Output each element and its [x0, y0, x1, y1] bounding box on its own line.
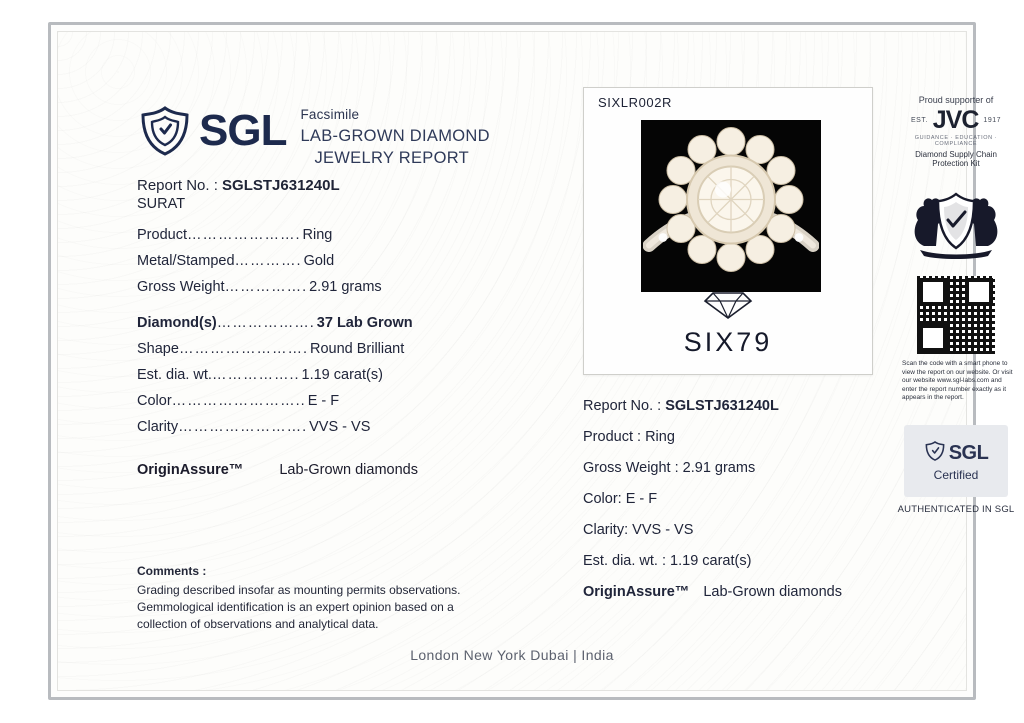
center-origin-assure-label: OriginAssure™ [583, 584, 690, 600]
center-spec-color [583, 484, 875, 515]
spec-row-product [137, 222, 557, 248]
jvc-block [896, 95, 1016, 168]
jvc-wordmark: JVC [932, 106, 979, 134]
jewelry-photo-card [583, 87, 873, 375]
spec-dots: …………. [234, 253, 302, 269]
spec-key: Color [137, 393, 172, 409]
center-column [583, 87, 875, 608]
center-origin-assure-row [583, 577, 875, 608]
center-spec-est-dia-wt [583, 546, 875, 577]
sgl-certified-badge [904, 425, 1008, 497]
center-spec-product [583, 422, 875, 453]
spec-dots: …………………. [186, 227, 301, 243]
photo-style-code: SIXLR002R [598, 95, 673, 110]
center-spec-value: VVS - VS [632, 522, 694, 538]
ring-illustration [643, 120, 819, 292]
report-number-value: SGLSTJ631240L [222, 177, 340, 194]
spec-row-diamonds [137, 310, 557, 336]
spec-row-clarity [137, 414, 557, 440]
spec-dots: …………….. [211, 367, 300, 383]
report-title-block [300, 103, 489, 169]
center-spec-label: Report No. : [583, 398, 666, 414]
certificate-frame [48, 22, 1015, 700]
center-spec-value: Ring [645, 429, 675, 445]
spec-row-color [137, 388, 557, 414]
report-type-title [300, 125, 489, 169]
sgl-logo [137, 103, 286, 159]
spec-value: E - F [307, 393, 340, 409]
ring-photograph [641, 120, 821, 292]
diamond-icon [584, 290, 872, 325]
qr-code[interactable] [896, 276, 1016, 354]
center-spec-label: Product : [583, 429, 646, 445]
center-spec-label: Clarity: [583, 522, 633, 538]
spec-value: Round Brilliant [309, 341, 405, 357]
spec-key: Gross Weight [137, 279, 225, 295]
jvc-proud-supporter-text: Proud supporter of [918, 95, 994, 105]
center-origin-assure-value: Lab-Grown diamonds [703, 584, 842, 600]
brand-mark [584, 290, 872, 358]
spec-value: 2.91 grams [309, 279, 382, 295]
spec-row-shape [137, 336, 557, 362]
spec-value: 37 Lab Grown [316, 315, 413, 331]
report-title-line2: JEWELRY REPORT [314, 149, 470, 167]
center-spec-value: 1.19 carat(s) [670, 553, 752, 569]
comments-line-3: collection of observations and analytical data. [137, 617, 379, 631]
comments-line-2: Gemmological identification is an expert opinion based on a [137, 600, 454, 614]
spec-dots: ……………………. [178, 419, 308, 435]
spec-value: Ring [302, 227, 333, 243]
center-spec-label: Gross Weight : [583, 460, 683, 476]
report-city: SURAT [137, 196, 186, 212]
jvc-est-right: 1917 [983, 116, 1001, 124]
report-header [137, 103, 557, 165]
center-spec-report-no [583, 391, 875, 422]
spec-value: Gold [303, 253, 335, 269]
spec-row-metal [137, 248, 557, 274]
spec-key: Product [137, 227, 187, 243]
badge-wordmark: SGL [948, 441, 989, 464]
center-spec-gross-weight [583, 453, 875, 484]
left-details-column [137, 103, 557, 478]
spec-value: VVS - VS [309, 419, 371, 435]
report-title-line1: LAB-GROWN DIAMOND [300, 127, 490, 145]
facsimile-label: Facsimile [300, 107, 360, 122]
heraldic-crest-icon [896, 186, 1016, 260]
center-spec-list [583, 391, 875, 608]
brand-name: SIX79 [683, 327, 773, 357]
spec-dots: …………………….. [171, 393, 306, 409]
origin-assure-label: OriginAssure™ [137, 462, 244, 478]
badge-shield-icon [924, 440, 946, 467]
spec-dots: ……………. [224, 279, 308, 295]
comments-title: Comments : [137, 564, 207, 578]
jvc-tagline: Diamond Supply Chain Protection Kit [915, 150, 997, 168]
spec-value: 1.19 carat(s) [301, 367, 383, 383]
spec-row-gross-weight [137, 274, 557, 300]
origin-assure-row [137, 462, 557, 478]
center-spec-value: E - F [625, 491, 658, 507]
jvc-logo [896, 107, 1016, 133]
shield-icon [137, 103, 193, 159]
qr-instruction-text: Scan the code with a smart phone to view the report on our website. Or visit our website www.sgl-labs.com and enter the report number exactly as it appears in the report. [902, 360, 1013, 401]
spec-dots: ………………. [216, 315, 315, 331]
jvc-est-left: EST. [910, 116, 928, 124]
comments-line-1: Grading described insofar as mounting permits observations. [137, 583, 461, 597]
spec-dots: ……………………. [178, 341, 308, 357]
center-spec-label: Color: [583, 491, 626, 507]
left-spec-list [137, 222, 557, 440]
spec-key: Diamond(s) [137, 315, 217, 331]
jvc-small-tagline: GUIDANCE · EDUCATION · COMPLIANCE [914, 135, 998, 147]
center-spec-value: 2.91 grams [682, 460, 756, 476]
spec-key: Shape [137, 341, 179, 357]
spec-key: Clarity [137, 419, 179, 435]
spec-key: Est. dia. wt. [137, 367, 212, 383]
badge-certified-label: Certified [933, 467, 979, 482]
report-number-label: Report No. : [137, 177, 223, 194]
report-number [137, 177, 557, 194]
authenticated-label: AUTHENTICATED IN SGL [897, 503, 1015, 515]
sgl-wordmark: SGL [199, 106, 287, 155]
spec-row-est-dia-wt [137, 362, 557, 388]
comments-section [137, 563, 537, 633]
center-spec-label: Est. dia. wt. : [583, 553, 671, 569]
center-spec-value: SGLSTJ631240L [665, 398, 779, 414]
footer-locations: London New York Dubai | India [410, 647, 614, 663]
center-spec-clarity [583, 515, 875, 546]
origin-assure-value: Lab-Grown diamonds [279, 462, 418, 478]
right-column [896, 95, 1016, 515]
spec-key: Metal/Stamped [137, 253, 235, 269]
